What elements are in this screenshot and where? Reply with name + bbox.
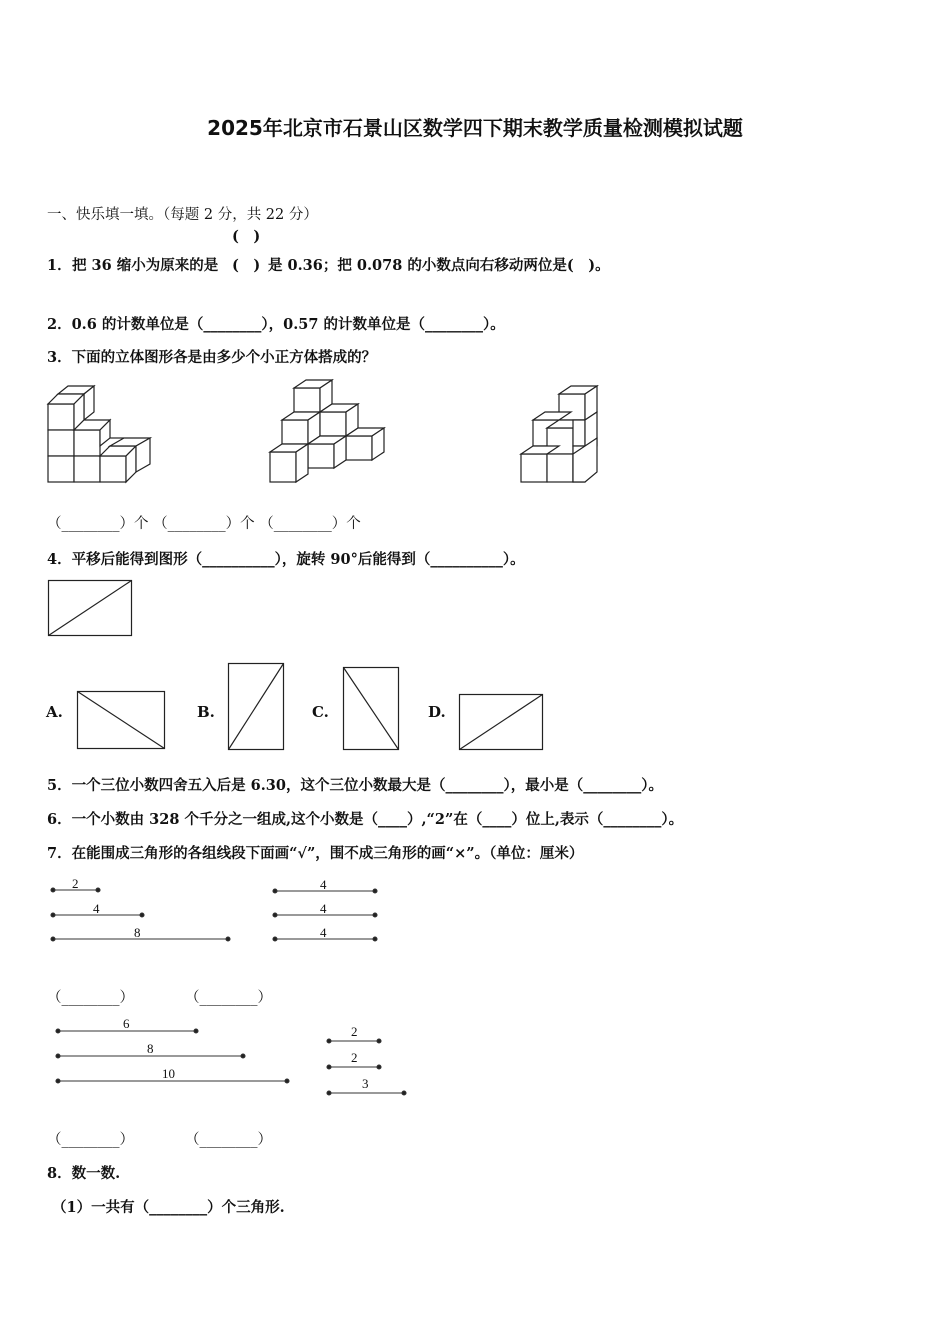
- segment-length: 4: [320, 877, 327, 892]
- q7-blank-2: （________）: [185, 990, 272, 1006]
- q3-answers: （________）个 （________）个 （________）个: [47, 516, 361, 532]
- q5-text: 5．一个三位小数四舍五入后是 6.30，这个三位小数最大是（________），最小是（________）。: [47, 777, 663, 794]
- option-b-shape: [228, 663, 284, 750]
- cube-figure-1: [46, 386, 156, 486]
- option-d-label: D.: [428, 703, 446, 721]
- option-b-label: B.: [197, 703, 215, 721]
- segment-length: 3: [362, 1076, 369, 1091]
- q7-text: 7．在能围成三角形的各组线段下面画“√”，围不成三角形的画“×”。（单位：厘米）: [47, 845, 584, 862]
- q1-text-a: 把 36 缩小为原来的是: [72, 257, 219, 274]
- q8-sub-1: （1）一共有（________）个三角形.: [52, 1199, 285, 1216]
- option-a-shape: [77, 691, 165, 749]
- option-a-label: A.: [46, 703, 63, 721]
- q1-blank: ( ): [232, 257, 261, 274]
- segment-length: 4: [320, 901, 327, 916]
- q1-number: 1．: [47, 257, 72, 274]
- option-d-shape: [459, 694, 543, 750]
- q1-text-b: 是 0.36；把 0.078 的小数点向右移动两位是( )。: [268, 257, 610, 274]
- q4-text: 4．平移后能得到图形（__________），旋转 90°后能得到（__________）。: [47, 551, 525, 568]
- q1-above-blank: ( ): [232, 228, 261, 245]
- option-c-shape: [343, 667, 399, 750]
- option-c-label: C.: [312, 703, 329, 721]
- segment-length: 10: [162, 1066, 175, 1081]
- segment-length: 2: [351, 1024, 358, 1039]
- segment-group-3: [55, 1014, 295, 1086]
- cube-figure-3: [519, 386, 601, 486]
- q7-blank-4: （________）: [185, 1132, 272, 1148]
- segment-length: 8: [147, 1041, 154, 1056]
- q4-original-shape: [48, 580, 132, 636]
- q6-text: 6．一个小数由 328 个千分之一组成,这个小数是（____）,“2”在（____）位上,表示（________）。: [47, 811, 684, 828]
- segment-length: 4: [93, 901, 100, 916]
- section-heading: 一、快乐填一填。（每题 2 分，共 22 分）: [47, 207, 318, 223]
- segment-length: 2: [72, 876, 79, 891]
- cube-figure-2: [268, 378, 388, 486]
- q2-text: 2．0.6 的计数单位是（________），0.57 的计数单位是（________）。: [47, 316, 505, 333]
- segment-group-2: [272, 874, 382, 944]
- segment-group-1: [50, 874, 240, 944]
- q7-blank-3: （________）: [47, 1132, 134, 1148]
- page-title: 2025年北京市石景山区数学四下期末教学质量检测模拟试题: [207, 116, 743, 140]
- q3-text: 3．下面的立体图形各是由多少个小正方体搭成的？: [47, 349, 377, 366]
- segment-group-4: [326, 1026, 412, 1098]
- segment-length: 6: [123, 1016, 130, 1031]
- q8-text: 8．数一数.: [47, 1165, 121, 1182]
- segment-length: 4: [320, 925, 327, 940]
- segment-length: 2: [351, 1050, 358, 1065]
- q7-blank-1: （________）: [47, 990, 134, 1006]
- segment-length: 8: [134, 925, 141, 940]
